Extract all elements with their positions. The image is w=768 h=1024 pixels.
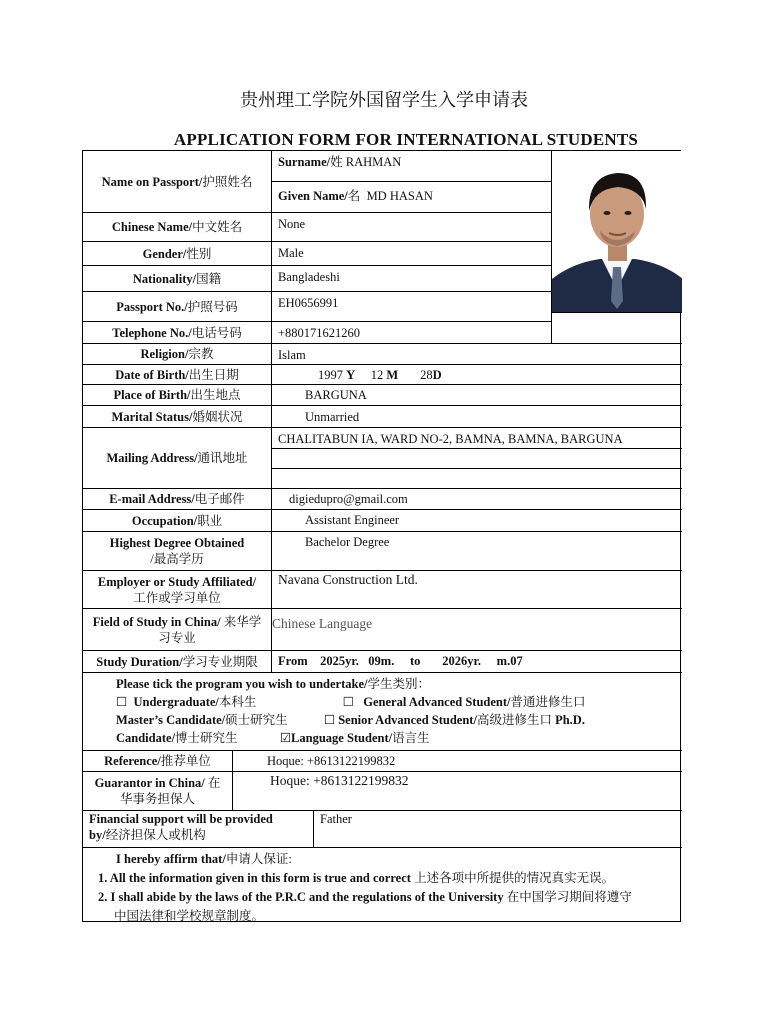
passport-label: Passport No./护照号码 — [83, 291, 271, 321]
application-form — [82, 150, 681, 922]
email-value[interactable]: digiedupro@gmail.com — [271, 488, 682, 509]
mailing-label: Mailing Address/通讯地址 — [83, 427, 271, 488]
undergraduate-checkbox[interactable]: ☐ — [116, 695, 128, 709]
given-name-value: MD HASAN — [366, 189, 433, 203]
duration-value[interactable]: From 2025yr. 09m. to 2026yr. m.07 — [271, 650, 682, 672]
field-label: Field of Study in China/ 来华学 习专业 — [83, 608, 271, 650]
degree-label: Highest Degree Obtained /最高学历 — [83, 531, 271, 570]
mailing-line-3[interactable] — [271, 468, 682, 488]
form-title-chinese: 贵州理工学院外国留学生入学申请表 — [240, 90, 528, 110]
portrait-image — [552, 151, 682, 313]
email-label: E-mail Address/电子邮件 — [83, 488, 271, 509]
financial-label: Financial support will be provided by/经济担保人或机构 — [83, 810, 313, 847]
employer-label: Employer or Study Affiliated/ 工作或学习单位 — [83, 570, 271, 608]
pob-value[interactable]: BARGUNA — [271, 384, 682, 405]
general-advanced-checkbox[interactable]: ☐ — [342, 695, 354, 709]
mailing-line-2[interactable] — [271, 448, 682, 468]
surname-value: RAHMAN — [342, 155, 402, 169]
program-section: Please tick the program you wish to undertake/学生类别： ☐ Undergraduate/本科生 ☐ General Advanced Student/普通进修生口 Master’s Candidate/硕士研究生 ☐ Senior Advanced Student/高级进修生口 Ph.D. Candidate/博士研究生 ☑Language Student/语言生 — [83, 672, 682, 750]
pob-label: Place of Birth/出生地点 — [83, 384, 271, 405]
affirmation-section: I hereby affirm that/申请人保证: 1. All the information given in this form is true and correct 上述各项中所提供的情况真实无误。 2. I shall abide by the laws of the P.R.C and the regulations of the University 在中国学习期间将遵守 中国法律和学校规章制度。 — [83, 847, 682, 923]
surname-field[interactable]: Surname/姓 RAHMAN — [271, 151, 551, 181]
employer-value[interactable]: Navana Construction Ltd. — [271, 570, 682, 608]
photo-below-blank — [551, 313, 682, 343]
dob-value[interactable]: 1997 Y 12 M 28D — [271, 364, 682, 384]
given-name-field[interactable]: Given Name/名 MD HASAN — [271, 181, 551, 212]
telephone-label: Telephone No./电话号码 — [83, 321, 271, 343]
field-value[interactable]: Chinese Language — [271, 608, 682, 650]
marital-value[interactable]: Unmarried — [271, 405, 682, 427]
occupation-value[interactable]: Assistant Engineer — [271, 509, 682, 531]
reference-value[interactable]: Hoque: +8613122199832 — [232, 750, 682, 771]
mailing-line-1[interactable]: CHALITABUN IA, WARD NO-2, BAMNA, BAMNA, BARGUNA — [271, 427, 682, 448]
senior-advanced-checkbox[interactable]: ☐ — [323, 713, 336, 727]
occupation-label: Occupation/职业 — [83, 509, 271, 531]
duration-label: Study Duration/学习专业期限 — [83, 650, 271, 672]
applicant-photo — [551, 151, 682, 313]
religion-value[interactable]: Islam — [271, 343, 682, 364]
chinese-name-value[interactable]: None — [271, 212, 551, 241]
gender-value[interactable]: Male — [271, 241, 551, 265]
reference-label: Reference/推荐单位 — [83, 750, 232, 771]
name-on-passport-label: Name on Passport/护照姓名 — [101, 174, 253, 189]
guarantor-value[interactable]: Hoque: +8613122199832 — [232, 771, 682, 810]
gender-label: Gender/性别 — [83, 241, 271, 265]
guarantor-label: Guarantor in China/ 在 华事务担保人 — [83, 771, 232, 810]
nationality-value[interactable]: Bangladeshi — [271, 265, 551, 291]
telephone-value[interactable]: +880171621260 — [271, 321, 551, 343]
religion-label: Religion/宗教 — [83, 343, 271, 364]
financial-value[interactable]: Father — [313, 810, 682, 847]
marital-label: Marital Status/婚姻状况 — [83, 405, 271, 427]
chinese-name-label: Chinese Name/中文姓名 — [83, 212, 271, 241]
language-student-checkbox[interactable]: ☑ — [279, 731, 292, 745]
degree-value[interactable]: Bachelor Degree — [271, 531, 682, 570]
form-title-english: APPLICATION FORM FOR INTERNATIONAL STUDENTS — [173, 130, 639, 149]
dob-label: Date of Birth/出生日期 — [83, 364, 271, 384]
passport-value[interactable]: EH0656991 — [271, 291, 551, 321]
nationality-label: Nationality/国籍 — [83, 265, 271, 291]
